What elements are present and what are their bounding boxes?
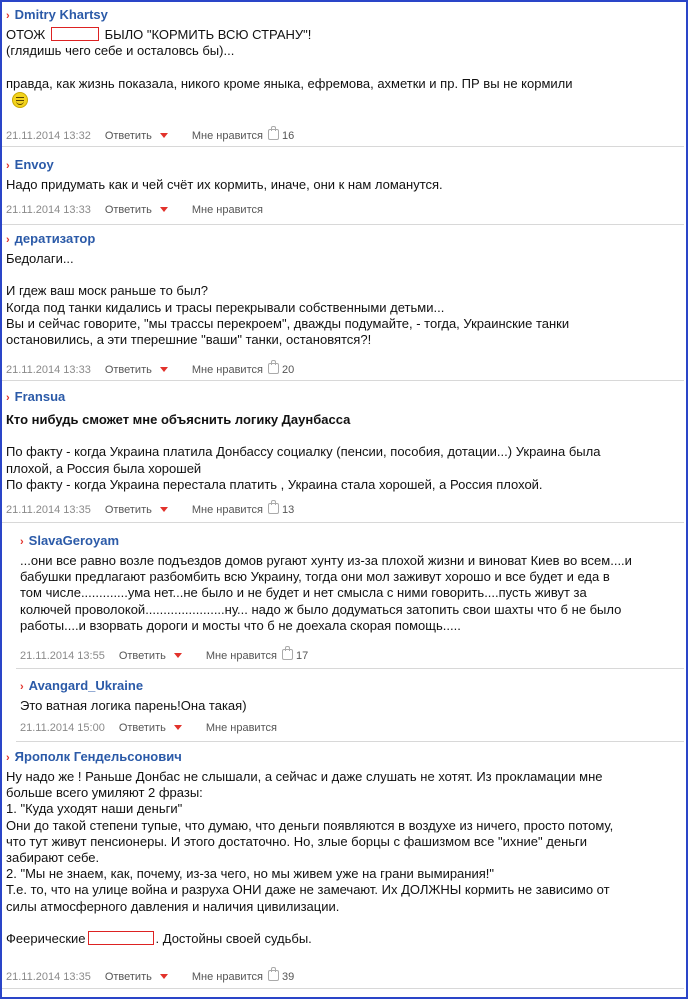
reply-button[interactable]: Ответить <box>104 504 152 516</box>
reply-button[interactable]: Ответить <box>118 650 166 662</box>
reply-button[interactable]: Ответить <box>104 130 152 142</box>
comment-body: Надо придумать как и чей счёт их кормить, иначе, они к нам ломанутся. <box>6 177 443 192</box>
bullet-arrow-icon: › <box>6 160 10 172</box>
bullet-arrow-icon: › <box>6 234 10 246</box>
comment-author[interactable]: › Envoy <box>6 156 54 174</box>
like-button[interactable]: Мне нравится <box>191 364 263 376</box>
comment-author[interactable]: › Fransua <box>6 388 65 406</box>
reply-button[interactable]: Ответить <box>104 971 152 983</box>
comment-date: 21.11.2014 13:33 <box>6 364 91 376</box>
comment-meta <box>6 363 294 377</box>
like-count: 17 <box>295 650 309 662</box>
bullet-arrow-icon: › <box>6 752 10 764</box>
bullet-arrow-icon: › <box>6 392 10 404</box>
reply-dropdown-icon[interactable] <box>160 207 168 212</box>
reply-button[interactable]: Ответить <box>104 364 152 376</box>
comment-meta <box>6 129 294 143</box>
comment-date: 21.11.2014 15:00 <box>20 722 105 734</box>
comment-reply <box>16 677 684 742</box>
like-count: 16 <box>281 130 295 142</box>
like-button[interactable]: Мне нравится <box>191 204 263 216</box>
reply-dropdown-icon[interactable] <box>160 974 168 979</box>
comment-meta <box>6 203 263 217</box>
like-button[interactable]: Мне нравится <box>191 504 263 516</box>
comment-reply <box>16 532 684 669</box>
bullet-arrow-icon: › <box>20 536 24 548</box>
comment-meta <box>6 503 294 517</box>
comment <box>2 230 684 381</box>
comment <box>2 156 684 225</box>
comment-body: ...они все равно возле подъездов домов ругают хунту из-за плохой жизни и виноват Киев во всем....и бабушки предлагают разбомбить всю Украину, тогда они мол заживут хорошо и все будет и еда в том числе.............ума нет...не было и не будет и нет смысла с ними говорить....пусть живут за колючей проволокой......................ну... надо ж было додуматься затопить свои шахты что б не было работы....и взорвать дороги и мосты что б не доехала скорая помощь..... <box>20 553 632 633</box>
bullet-arrow-icon: › <box>20 681 24 693</box>
comment-author[interactable]: › SlavaGeroyam <box>20 532 119 550</box>
comment <box>2 748 684 989</box>
thumbs-up-icon <box>268 970 279 981</box>
reply-button[interactable]: Ответить <box>118 722 166 734</box>
comment-meta <box>20 649 308 663</box>
like-button[interactable]: Мне нравится <box>191 130 263 142</box>
reply-dropdown-icon[interactable] <box>174 725 182 730</box>
comment-body: ОТОЖ БЫЛО "КОРМИТЬ ВСЮ СТРАНУ"! (глядишь чего себе и осталовсь бы)... правда, как жизнь показала, никого кроме яныка, ефремова, ахметки и пр. ПР вы не кормили <box>6 27 680 109</box>
comment-date: 21.11.2014 13:55 <box>20 650 105 662</box>
comment-body: Бедолаги... И гдеж ваш моск раньше то был? Когда под танки кидались и трасы перекрывали собственными детьми... Вы и сейчас говорите, "мы трассы перекроем", дважды подумайте, - тогда, Украинские танки остановились, а эти тперешние "ваши" танки, остановятся?! <box>6 251 570 347</box>
comment-author[interactable]: › Ярополк Гендельсонович <box>6 748 182 766</box>
redacted-word <box>51 27 99 41</box>
comment-date: 21.11.2014 13:35 <box>6 971 91 983</box>
comment-date: 21.11.2014 13:35 <box>6 504 91 516</box>
comment <box>2 6 684 147</box>
like-count: 39 <box>281 971 295 983</box>
comment <box>2 388 684 523</box>
reply-dropdown-icon[interactable] <box>160 367 168 372</box>
reply-button[interactable]: Ответить <box>104 204 152 216</box>
thumbs-up-icon <box>268 129 279 140</box>
comment-meta <box>20 721 277 735</box>
comment-body: Это ватная логика парень!Она такая) <box>20 698 247 713</box>
comment-date: 21.11.2014 13:33 <box>6 204 91 216</box>
like-button[interactable]: Мне нравится <box>205 650 277 662</box>
comment-author[interactable]: › дератизатор <box>6 230 95 248</box>
reply-dropdown-icon[interactable] <box>160 133 168 138</box>
reply-dropdown-icon[interactable] <box>174 653 182 658</box>
thumbs-up-icon <box>268 363 279 374</box>
comment-author[interactable]: › Dmitry Khartsy <box>6 6 108 24</box>
bullet-arrow-icon: › <box>6 10 10 22</box>
like-button[interactable]: Мне нравится <box>191 971 263 983</box>
smiley-icon <box>12 92 28 108</box>
thumbs-up-icon <box>268 503 279 514</box>
comment-body: Ну надо же ! Раньше Донбас не слышали, а сейчас и даже слушать не хотят. Из прокламации мне больше всего умиляют 2 фразы: 1. "Куда уходят наши деньги" Они до такой степени тупые, что думаю, что деньги появляются в воздухе из ничего, просто потому, что тут живут пенсионеры. И этого достаточно. Но, злые борцы с фашизмом все "ихние" деньги забирают себе. 2. "Мы не знаем, как, почему, из-за чего, но мы живем уже на грани вымирания!" Т.е. то, что на улице война и разруха ОНИ даже не замечают. Их ДОЛЖНЫ кормить не зависимо от силы атмосферного давления и наличия цивилизации. Феерические . Достойны своей судьбы. <box>6 769 614 947</box>
like-button[interactable]: Мне нравится <box>205 722 277 734</box>
reply-dropdown-icon[interactable] <box>160 507 168 512</box>
comment-date: 21.11.2014 13:32 <box>6 130 91 142</box>
like-count: 13 <box>281 504 295 516</box>
comment-meta <box>6 970 294 984</box>
comment-author[interactable]: › Avangard_Ukraine <box>20 677 143 695</box>
like-count: 20 <box>281 364 295 376</box>
redacted-word <box>88 931 154 945</box>
comment-body: Кто нибудь сможет мне объяснить логику Даунбасса По факту - когда Украина платила Донбассу социалку (пенсии, пособия, дотации...) Украина была плохой, а Россия была хорошей По факту - когда Украина перестала платить , Украина стала хорошей, а Россия плохой. <box>6 412 601 492</box>
thumbs-up-icon <box>282 649 293 660</box>
